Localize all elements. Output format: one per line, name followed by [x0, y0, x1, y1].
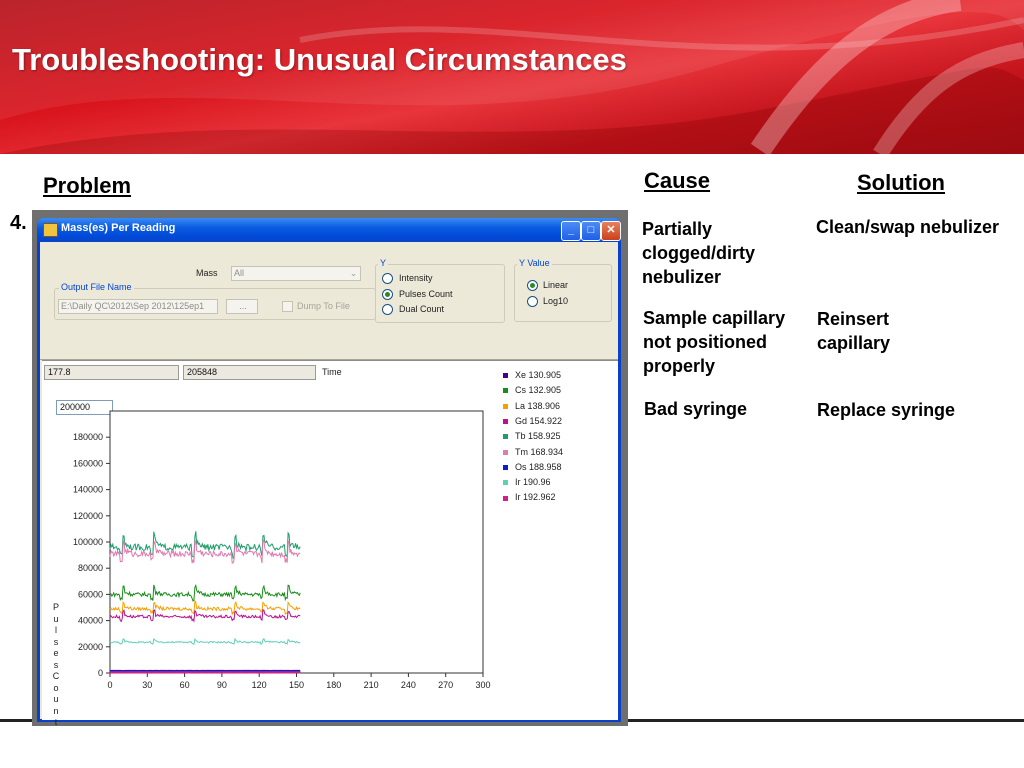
pulses-count-label: Pulses Count — [399, 289, 453, 299]
time-label: Time — [322, 367, 342, 377]
mass-select-value: All — [234, 268, 245, 278]
maximize-button[interactable]: □ — [581, 221, 601, 241]
solution-header: Solution — [857, 170, 945, 195]
mass-per-reading-window — [37, 218, 621, 727]
legend-swatch — [503, 496, 508, 501]
y-tick-label: 100000 — [72, 537, 103, 547]
x-tick-label: 270 — [438, 680, 454, 690]
y-tick-label: 0 — [97, 668, 103, 678]
chevron-down-icon: ⌄ — [349, 268, 358, 278]
x-tick-label: 30 — [142, 680, 153, 690]
y-tick-label: 140000 — [72, 484, 103, 495]
plot-area — [110, 411, 483, 673]
dual-count-label: Dual Count — [399, 304, 445, 314]
y-value-group — [514, 258, 612, 322]
log10-label: Log10 — [543, 296, 569, 306]
legend-label: Gd 154.922 — [515, 415, 563, 426]
x-tick-label: 180 — [326, 680, 342, 690]
cause-header: Cause — [644, 168, 711, 193]
legend-label: Ir 190.96 — [515, 477, 551, 488]
y-tick-label: 160000 — [72, 458, 103, 469]
legend-item — [503, 447, 563, 457]
intensity-radio[interactable] — [382, 273, 393, 284]
pulses-count-radio[interactable] — [382, 289, 393, 300]
dump-to-file-checkbox[interactable] — [282, 301, 293, 312]
y-tick-label: 120000 — [72, 510, 103, 521]
dump-to-file-label: Dump To File — [297, 301, 350, 311]
legend-label: Cs 132.905 — [515, 385, 562, 396]
y-axis-title: P u l s e s C o u n t — [52, 602, 60, 727]
output-file-label: Output File Name — [61, 282, 132, 292]
x-tick-label: 150 — [288, 680, 305, 690]
legend-swatch — [503, 388, 508, 393]
solution-cell-2: Reinsert capillary — [817, 309, 891, 353]
legend-label: La 138.906 — [515, 400, 561, 411]
slide-title: Troubleshooting: Unusual Circumstances — [12, 42, 627, 77]
legend-label: Ir 192.962 — [515, 492, 556, 503]
x-tick-label: 240 — [400, 680, 416, 690]
legend-label: Xe 130.905 — [515, 370, 562, 380]
window-titlebar[interactable] — [37, 218, 621, 242]
legend-swatch — [503, 450, 508, 455]
legend-item — [503, 431, 561, 441]
x-tick-label: 90 — [216, 680, 227, 690]
legend-swatch — [503, 404, 508, 409]
legend-label: Tb 158.925 — [515, 431, 561, 442]
linear-radio[interactable] — [527, 280, 538, 291]
browse-button[interactable]: ... — [226, 299, 258, 314]
linear-label: Linear — [543, 280, 569, 290]
legend-item — [503, 492, 556, 502]
legend-swatch — [503, 465, 508, 470]
legend-label: Tm 168.934 — [515, 446, 564, 457]
legend-item — [503, 462, 562, 472]
legend-item — [503, 401, 560, 411]
y-tick-label: 80000 — [77, 563, 103, 574]
window-title: Mass(es) Per Reading — [61, 222, 176, 234]
legend-item — [503, 416, 562, 426]
y-group-label: Y — [380, 258, 387, 268]
cause-cell-3: Bad syringe — [644, 399, 748, 419]
app-icon — [43, 223, 58, 237]
dual-count-radio[interactable] — [382, 304, 393, 315]
legend-item — [503, 370, 561, 380]
legend-swatch — [503, 480, 508, 485]
problem-number: 4. — [10, 212, 27, 234]
cursor-y-readout: 205848 — [183, 365, 316, 380]
mass-label: Mass — [196, 268, 218, 278]
plot-panel — [42, 360, 618, 727]
x-tick-label: 120 — [251, 680, 267, 690]
y-tick-label: 180000 — [72, 432, 103, 443]
x-tick-label: 0 — [107, 680, 113, 690]
legend-item — [503, 477, 551, 487]
x-tick-label: 210 — [363, 680, 379, 690]
output-path-field[interactable]: E:\Daily QC\2012\Sep 2012\125ep1 — [58, 299, 218, 314]
solution-cell-3: Replace syringe — [817, 400, 956, 420]
problem-header: Problem — [43, 173, 132, 198]
y-tick-label: 60000 — [77, 589, 103, 600]
cause-cell-1: Partially clogged/dirty nebulizer — [642, 219, 756, 287]
minimize-button[interactable]: _ — [561, 221, 581, 241]
legend-swatch — [503, 373, 508, 378]
title-banner — [0, 0, 1024, 154]
legend-swatch — [503, 434, 508, 439]
solution-cell-1: Clean/swap nebulizer — [816, 217, 1000, 237]
cause-cell-2: Sample capillary not positioned properly — [643, 308, 786, 376]
x-tick-label: 60 — [179, 680, 190, 690]
mass-select[interactable] — [231, 266, 361, 281]
window-client-area — [40, 242, 618, 727]
cursor-x-readout: 177.8 — [44, 365, 179, 380]
legend-label: Os 188.958 — [515, 461, 562, 472]
intensity-label: Intensity — [399, 273, 433, 283]
legend-item — [503, 385, 561, 395]
pulses-count-chart — [42, 361, 618, 720]
y-tick-label: 20000 — [77, 641, 103, 652]
y-value-group-label: Y Value — [519, 258, 550, 268]
screenshot-backdrop — [32, 210, 628, 726]
close-button[interactable]: ✕ — [601, 221, 621, 241]
log10-radio[interactable] — [527, 296, 538, 307]
x-tick-label: 300 — [475, 680, 491, 690]
y-max-input[interactable]: 200000 — [56, 400, 113, 415]
y-tick-label: 40000 — [77, 615, 103, 626]
legend-swatch — [503, 419, 508, 424]
